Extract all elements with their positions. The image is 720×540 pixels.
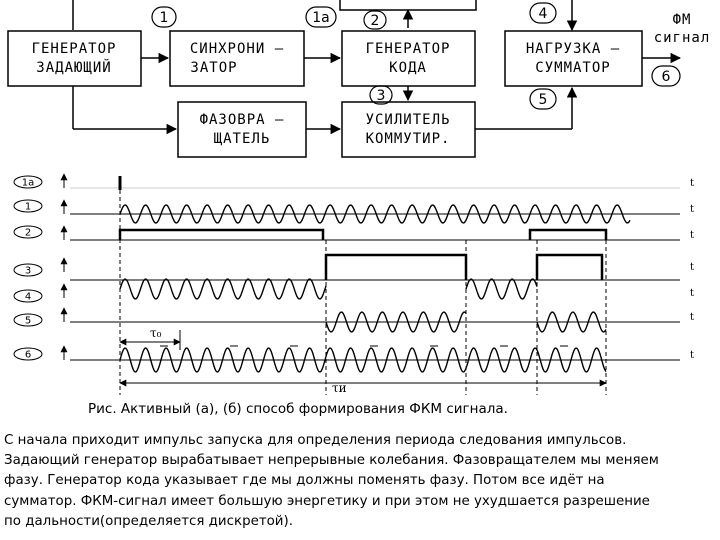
block-gen-code-l2: КОДА (389, 60, 427, 76)
axis-t-label-4: t (690, 262, 695, 273)
block-gen-master-l1: ГЕНЕРАТОР (31, 41, 117, 57)
explanation-text (4, 431, 716, 532)
gate-pulse-2 (530, 230, 606, 240)
block-amp-switch-l2: КОММУТИР. (365, 131, 451, 147)
row-label-4: 3 (24, 265, 32, 277)
block-gen-master-l2: ЗАДАЮЩИЙ (36, 60, 112, 76)
output-label (654, 12, 711, 46)
row-label-5: 4 (24, 291, 32, 303)
row-label-6: 5 (24, 315, 32, 327)
timing-diagram (64, 174, 694, 395)
axis-t-label-7: t (690, 350, 695, 361)
figure-caption: Рис. Активный (а), (б) способ формирования ФКМ сигнала. (88, 401, 508, 417)
row-4-oscillation-a (120, 279, 326, 299)
code-sequence (326, 255, 602, 280)
marker-4: 4 (538, 6, 548, 22)
marker-2: 2 (370, 13, 380, 29)
row-label-3: 2 (24, 227, 32, 239)
text-line-3: фазу. Генератор кода указывает где мы должны поменять фазу. Потом все идёт на (4, 473, 605, 489)
marker-5: 5 (538, 92, 548, 108)
block-sync-l2: ЗАТОР (190, 60, 238, 76)
output-label-l1: ФМ (672, 12, 692, 28)
output-label-l2: сигнал (653, 30, 711, 46)
text-line-4: сумматор. ФКМ-сигнал имеет большую энергетику и при этом не ухудшается разрешение (4, 493, 650, 509)
block-gen-code-l1: ГЕНЕРАТОР (365, 41, 451, 57)
block-load-sum-l1: НАГРУЗКА – (525, 41, 621, 57)
text-line-1: С начала приходит импульс запуска для определения периода следования импульсов. (4, 433, 627, 448)
tau-zero-label: τ₀ (150, 326, 162, 340)
block-phase-shifter-l2: ЩАТЕЛЬ (213, 131, 271, 147)
row-label-7: 6 (24, 349, 32, 361)
axis-t-label-2: t (690, 204, 695, 215)
text-line-2: Задающий генератор вырабатывает непрерывные колебания. Фазовращателем мы меняем (4, 453, 659, 469)
axis-t-label-5: t (690, 288, 695, 299)
block-load-sum-l2: СУММАТОР (535, 60, 611, 76)
marker-3: 3 (376, 88, 386, 104)
axis-t-label-6: t (690, 312, 695, 323)
block-sync-l1: СИНХРОНИ – (189, 41, 285, 57)
axis-t-label-3: t (690, 230, 695, 241)
block-phase-shifter-l1: ФАЗОВРА – (199, 112, 285, 128)
tau-pulse-label: τи (332, 381, 347, 395)
axis-t-label-1: t (690, 178, 695, 189)
marker-6: 6 (661, 69, 671, 85)
text-line-5: по дальности(определяется дискретой). (4, 513, 293, 529)
row-label-2: 1 (24, 201, 32, 213)
marker-1: 1 (159, 10, 169, 26)
row-label-1: 1а (21, 177, 35, 189)
marker-1a: 1а (312, 10, 330, 26)
block-amp-switch-l1: УСИЛИТЕЛЬ (365, 112, 451, 128)
row-4-oscillation-b (466, 279, 537, 299)
point-marker-labels (160, 6, 671, 108)
block-diagram (8, 0, 680, 157)
row-labels (14, 176, 42, 361)
gate-pulse-1 (120, 230, 323, 240)
